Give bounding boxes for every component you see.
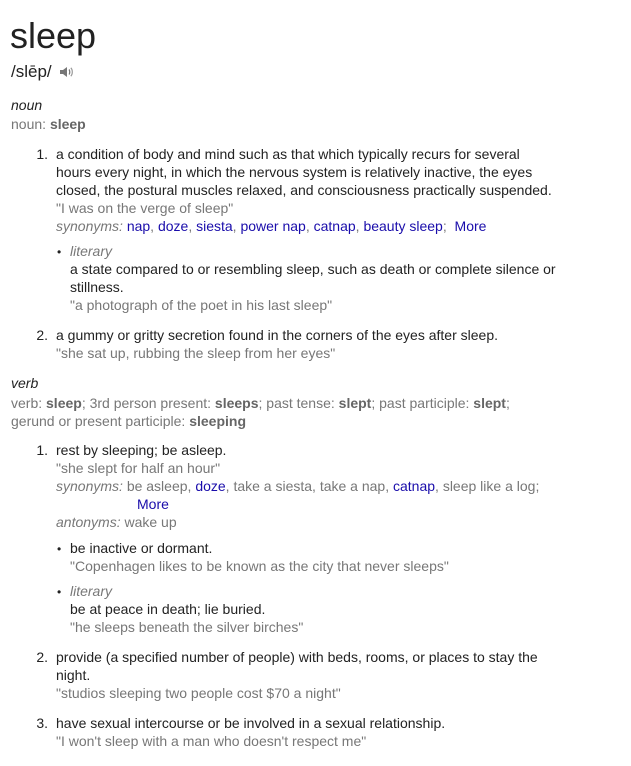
pos-verb: verb [11,375,39,391]
forms-label: noun: [11,116,50,132]
example: "I was on the verge of sleep" [56,200,234,216]
headword: sleep [10,15,97,56]
verb-sense-1 [56,441,616,531]
example: "I won't sleep with a man who doesn't respect me" [56,733,367,749]
synonym-link[interactable]: doze [157,218,189,234]
synonym-link[interactable]: siesta [196,218,233,234]
synonym-link[interactable]: catnap [313,218,356,234]
forms-word: sleeping [189,413,247,429]
synonym-text: be asleep, [126,478,196,494]
sense-number: 2. [36,327,48,343]
synonym-text: , sleep like a log; [435,478,540,494]
phonetic [11,61,74,83]
forms-text: ; [505,395,510,411]
forms-word: sleep [46,395,82,411]
definition-line: stillness. [70,279,124,295]
noun-forms [11,115,611,133]
phonetic-text: /slēp/ [11,62,52,81]
synonyms: synonyms: nap, doze, siesta, power nap, catnap, beauty sleep; More [56,218,487,234]
synonym-link[interactable]: beauty sleep [363,218,443,234]
synonym-text: , take a siesta, take a nap, [225,478,393,494]
synonym-link[interactable]: doze [195,478,226,494]
forms-word: sleep [49,116,86,132]
sense-number: 2. [36,649,48,665]
antonyms [56,513,616,531]
forms-text: gerund or present participle: [11,413,190,429]
register-label: literary [70,243,113,259]
definition-line: a state compared to or resembling sleep, such as death or complete silence or [70,261,556,277]
definition-line: a condition of body and mind such as that which typically recurs for several [56,146,520,162]
example: "he sleeps beneath the silver birches" [70,619,304,635]
definition: have sexual intercourse or be involved in a sexual relationship. [56,715,446,731]
sense-number: 1. [36,442,48,458]
definition: rest by sleeping; be asleep. [56,442,227,458]
forms-line [11,394,611,412]
synonym-link[interactable]: nap [126,218,151,234]
synonyms-label: synonyms: [56,218,123,234]
forms-text: ; past tense: [258,395,339,411]
synonym-link[interactable]: catnap [393,478,436,494]
forms-text: verb: [11,395,47,411]
sense-number: 3. [36,715,48,731]
speaker-icon[interactable] [58,64,74,80]
forms-text: ; past participle: [371,395,474,411]
definition-line: provide (a specified number of people) with beds, rooms, or places to stay the [56,649,538,665]
definition: a gummy or gritty secretion found in the corners of the eyes after sleep. [56,327,498,343]
synonyms-label: synonyms: [56,478,123,494]
noun-sense-2 [56,326,616,362]
bullet: • [57,542,62,556]
definition: be at peace in death; lie buried. [70,601,266,617]
noun-sense-1 [56,145,616,235]
example: "studios sleeping two people cost $70 a night" [56,685,341,701]
antonyms-label: antonyms: [56,514,121,530]
example: "she sat up, rubbing the sleep from her eyes" [56,345,336,361]
bullet: • [57,245,62,259]
sense-number: 1. [36,146,48,162]
definition [56,145,616,199]
forms-line [11,412,611,430]
more-row [56,495,616,513]
synonym-link[interactable]: power nap [240,218,306,234]
verb-subsense [70,539,620,575]
register-label: literary [70,583,113,599]
definition-line: hours every night, in which the nervous system is relatively inactive, the eyes [56,164,533,180]
definition-line: closed, the postural muscles relaxed, and consciousness practically suspended. [56,182,552,198]
verb-forms [11,394,611,430]
more-button[interactable]: More [454,218,487,234]
definition: be inactive or dormant. [70,540,213,556]
example: "Copenhagen likes to be known as the city that never sleeps" [70,558,449,574]
forms-text: ; 3rd person present: [81,395,215,411]
example: "a photograph of the poet in his last sleep" [70,297,333,313]
forms-word: slept [473,395,506,411]
bullet: • [57,585,62,599]
example: "she slept for half an hour" [56,460,221,476]
forms-word: slept [338,395,372,411]
antonym-text: wake up [124,514,177,530]
pos-noun: noun [11,97,43,113]
verb-sense-2 [56,648,616,702]
forms-word: sleeps [214,395,259,411]
verb-sense-3 [56,714,616,750]
verb-subsense [70,582,620,636]
definition-line: night. [56,667,91,683]
noun-subsense [70,242,620,314]
more-button[interactable]: More [137,496,169,512]
synonyms [56,477,616,495]
